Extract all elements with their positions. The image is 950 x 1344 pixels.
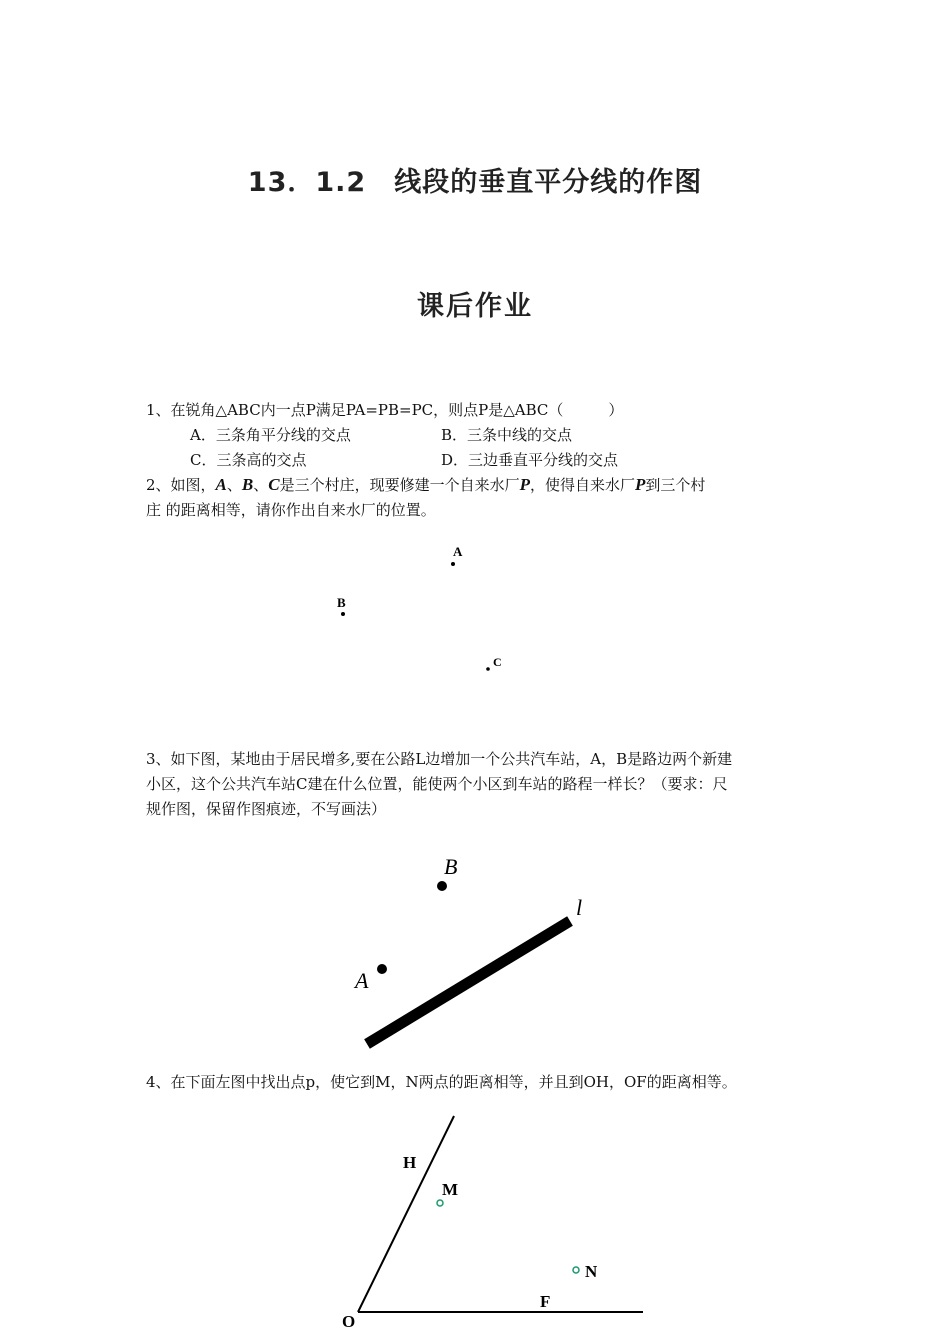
question-2-line-2: 庄 的距离相等，请你作出自来水厂的位置。	[146, 501, 436, 519]
question-1-option-a: A．三条角平分线的交点	[190, 426, 351, 444]
page-title: 13．1.2 线段的垂直平分线的作图	[247, 167, 703, 198]
q2-point-b	[341, 612, 345, 616]
q2-label-c: C	[493, 655, 502, 669]
q2-var-p-2: P	[635, 475, 646, 494]
q2-mid: 是三个村庄，现要修建一个自来水厂	[279, 476, 520, 494]
q2-sep-1: 、	[226, 476, 242, 494]
q3-figure	[353, 854, 582, 1044]
q2-prefix: 2、如图，	[146, 476, 216, 494]
q3-label-b: B	[444, 854, 458, 879]
q4-label-h: H	[403, 1153, 417, 1172]
q2-var-a: A	[215, 475, 227, 494]
q2-var-c: C	[268, 475, 280, 494]
q3-point-a	[377, 964, 387, 974]
q2-mid-2: ，使得自来水厂	[530, 476, 636, 494]
question-1-stem: 1、在锐角△ABC内一点P满足PA=PB=PC，则点P是△ABC（ ）	[146, 401, 624, 419]
section-heading: 课后作业	[417, 291, 533, 322]
q2-label-a: A	[453, 544, 463, 559]
q4-point-m	[437, 1200, 443, 1206]
question-3-line-1: 3、如下图，某地由于居民增多,要在公路L边增加一个公共汽车站，A，B是路边两个新建	[146, 750, 733, 768]
q4-label-n: N	[585, 1262, 598, 1281]
q3-point-b	[437, 881, 447, 891]
q3-label-a: A	[355, 968, 369, 993]
question-3-line-3: 规作图，保留作图痕迹，不写画法）	[146, 800, 387, 818]
question-1-option-d: D．三边垂直平分线的交点	[441, 451, 619, 469]
q2-point-c	[486, 667, 490, 671]
question-1-option-b: B．三条中线的交点	[441, 426, 573, 444]
q2-label-b: B	[337, 595, 346, 610]
question-1-option-c: C．三条高的交点	[190, 451, 307, 469]
q4-label-m: M	[442, 1180, 459, 1199]
q2-var-b: B	[241, 475, 254, 494]
q2-var-p-1: P	[519, 475, 531, 494]
ray-oh	[358, 1116, 454, 1312]
road-line-l	[367, 921, 570, 1044]
q4-label-f: F	[540, 1292, 551, 1311]
question-3-line-2: 小区，这个公共汽车站C建在什么位置，能使两个小区到车站的路程一样长？（要求：尺	[146, 775, 728, 793]
q2-figure	[337, 544, 502, 671]
q2-sep-2: 、	[253, 476, 269, 494]
q3-label-l: l	[576, 895, 583, 920]
q2-point-a	[451, 562, 455, 566]
question-4-stem: 4、在下面左图中找出点p，使它到M，N两点的距离相等，并且到OH，OF的距离相等。	[146, 1073, 737, 1091]
q2-end: 到三个村	[645, 476, 706, 494]
q4-label-o: O	[342, 1312, 356, 1331]
q4-figure	[342, 1116, 643, 1331]
q4-point-n	[573, 1267, 579, 1273]
